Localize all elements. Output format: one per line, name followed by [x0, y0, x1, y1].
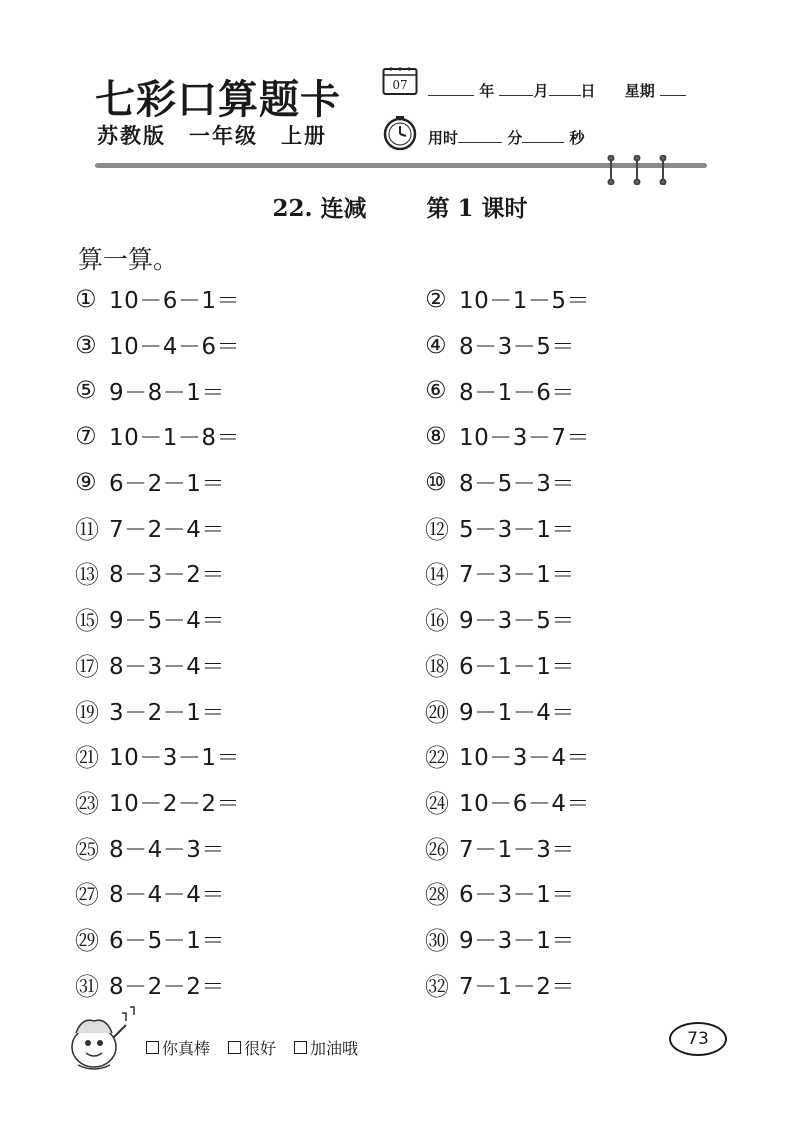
problem-number: ⑮ — [75, 607, 99, 636]
problem-number: ㉒ — [425, 744, 449, 773]
problem-number: ⑲ — [75, 698, 99, 727]
problem-number: ⑪ — [75, 515, 99, 544]
lesson-period: 第 1 课时 — [426, 195, 528, 222]
seconds-label: 秒 — [569, 129, 585, 147]
rating-great-label: 你真棒 — [162, 1039, 211, 1058]
problem-item — [75, 550, 425, 596]
rating-great[interactable] — [146, 1036, 210, 1059]
page-number: 73 — [669, 1022, 727, 1056]
problem-expression: 8－4－3＝ — [109, 836, 225, 863]
problem-item — [425, 779, 725, 825]
problem-number: ㉛ — [75, 972, 99, 1001]
problem-number: ⑫ — [425, 515, 449, 544]
year-label: 年 — [479, 82, 495, 100]
problem-item — [425, 824, 725, 870]
rating-keep-going-label: 加油哦 — [310, 1039, 359, 1058]
problem-number: ⑧ — [425, 421, 447, 450]
mascot-illustration-icon — [62, 1003, 138, 1075]
problem-item — [425, 687, 725, 733]
problem-expression: 9－5－4＝ — [109, 608, 225, 635]
problem-expression: 6－2－1＝ — [109, 471, 225, 498]
problem-item — [425, 961, 725, 1007]
problem-expression: 10－1－5＝ — [459, 288, 591, 315]
problem-expression: 10－2－2＝ — [109, 790, 241, 817]
problem-number: ⑳ — [425, 698, 449, 727]
problem-expression: 7－1－3＝ — [459, 836, 575, 863]
problem-number: ⑤ — [75, 376, 97, 405]
day-blank[interactable] — [549, 81, 581, 96]
problem-item — [75, 596, 425, 642]
problem-number: ㉚ — [425, 926, 449, 955]
problem-item — [75, 687, 425, 733]
rating-checkbox[interactable] — [228, 1041, 241, 1054]
problem-number: ㉗ — [75, 881, 99, 910]
calendar-day: 07 — [392, 78, 408, 92]
problem-expression: 7－3－1＝ — [459, 562, 575, 589]
problem-expression: 10－6－4＝ — [459, 790, 591, 817]
problem-expression: 10－6－1＝ — [109, 288, 241, 315]
problem-expression: 8－2－2＝ — [109, 973, 225, 1000]
problem-item — [425, 596, 725, 642]
year-blank[interactable] — [428, 81, 474, 96]
problem-number: ⑩ — [425, 467, 447, 496]
problem-expression: 5－3－1＝ — [459, 516, 575, 543]
problem-expression: 8－1－6＝ — [459, 379, 575, 406]
problem-expression: 3－2－1＝ — [109, 699, 225, 726]
problem-expression: 7－1－2＝ — [459, 973, 575, 1000]
problem-item — [75, 367, 425, 413]
problem-expression: 8－5－3＝ — [459, 471, 575, 498]
problem-item — [425, 504, 725, 550]
problem-item — [75, 504, 425, 550]
problem-expression: 6－1－1＝ — [459, 653, 575, 680]
minutes-label: 分 — [507, 129, 523, 147]
problem-item — [75, 916, 425, 962]
edition-label: 苏教版 一年级 上册 — [97, 124, 327, 148]
problem-number: ⑭ — [425, 561, 449, 590]
problem-item — [425, 322, 725, 368]
binder-rings-icon — [605, 155, 675, 185]
time-used-label: 用时 — [428, 129, 459, 147]
problem-number: ⑨ — [75, 467, 97, 496]
problem-number: ① — [75, 284, 97, 313]
problem-number: ⑥ — [425, 376, 447, 405]
problem-number: ③ — [75, 330, 97, 359]
seconds-blank[interactable] — [522, 128, 564, 143]
problem-number: ⑱ — [425, 652, 449, 681]
calendar-icon — [382, 66, 418, 96]
problem-item — [75, 322, 425, 368]
problem-item — [425, 459, 725, 505]
problem-item — [75, 413, 425, 459]
problem-item — [425, 276, 725, 322]
problem-item — [425, 916, 725, 962]
problem-expression: 10－4－6＝ — [109, 334, 241, 361]
problem-expression: 9－3－1＝ — [459, 927, 575, 954]
weekday-label: 星期 — [624, 82, 655, 100]
problem-expression: 8－3－2＝ — [109, 562, 225, 589]
problem-number: ② — [425, 284, 447, 313]
lesson-title — [0, 190, 800, 223]
problem-item — [75, 276, 425, 322]
problem-item — [75, 779, 425, 825]
lesson-topic: 22. 连减 — [272, 195, 367, 222]
problem-expression: 6－3－1＝ — [459, 882, 575, 909]
minutes-blank[interactable] — [458, 128, 502, 143]
problem-number: ⑦ — [75, 421, 97, 450]
weekday-blank[interactable] — [660, 81, 686, 96]
clock-icon — [382, 115, 418, 151]
date-line — [428, 80, 686, 101]
month-label: 月 — [533, 82, 549, 100]
problem-number: ④ — [425, 330, 447, 359]
brand-title: 七彩口算题卡 — [95, 76, 341, 123]
problem-item — [75, 961, 425, 1007]
problem-expression: 10－1－8＝ — [109, 425, 241, 452]
problem-number: ㉘ — [425, 881, 449, 910]
problem-item — [425, 413, 725, 459]
rating-checkbox[interactable] — [146, 1041, 159, 1054]
problem-number: ㉜ — [425, 972, 449, 1001]
month-blank[interactable] — [499, 81, 533, 96]
problem-number: ㉔ — [425, 789, 449, 818]
problem-number: ㉖ — [425, 835, 449, 864]
problem-item — [425, 733, 725, 779]
problem-number: ㉙ — [75, 926, 99, 955]
self-rating — [146, 1036, 358, 1059]
rating-checkbox[interactable] — [294, 1041, 307, 1054]
problem-grid — [75, 276, 725, 1007]
problem-item — [425, 550, 725, 596]
problem-expression: 9－1－4＝ — [459, 699, 575, 726]
problem-expression: 10－3－7＝ — [459, 425, 591, 452]
instruction-text: 算一算。 — [78, 245, 179, 274]
problem-item — [75, 642, 425, 688]
problem-item — [75, 459, 425, 505]
rating-good-label: 很好 — [244, 1039, 277, 1058]
problem-item — [425, 870, 725, 916]
problem-expression: 8－4－4＝ — [109, 882, 225, 909]
day-label: 日 — [580, 82, 596, 100]
problem-expression: 9－3－5＝ — [459, 608, 575, 635]
time-line — [428, 127, 585, 148]
rating-keep-going[interactable] — [294, 1036, 358, 1059]
problem-item — [425, 642, 725, 688]
problem-number: ⑰ — [75, 652, 99, 681]
problem-expression: 7－2－4＝ — [109, 516, 225, 543]
problem-item — [75, 870, 425, 916]
problem-expression: 10－3－1＝ — [109, 745, 241, 772]
problem-expression: 8－3－4＝ — [109, 653, 225, 680]
problem-expression: 6－5－1＝ — [109, 927, 225, 954]
problem-expression: 10－3－4＝ — [459, 745, 591, 772]
problem-expression: 8－3－5＝ — [459, 334, 575, 361]
problem-item — [75, 733, 425, 779]
problem-number: ㉕ — [75, 835, 99, 864]
problem-number: ⑬ — [75, 561, 99, 590]
problem-item — [75, 824, 425, 870]
rating-good[interactable] — [228, 1036, 276, 1059]
problem-number: ⑯ — [425, 607, 449, 636]
problem-expression: 9－8－1＝ — [109, 379, 225, 406]
problem-item — [425, 367, 725, 413]
problem-number: ㉓ — [75, 789, 99, 818]
problem-number: ㉑ — [75, 744, 99, 773]
